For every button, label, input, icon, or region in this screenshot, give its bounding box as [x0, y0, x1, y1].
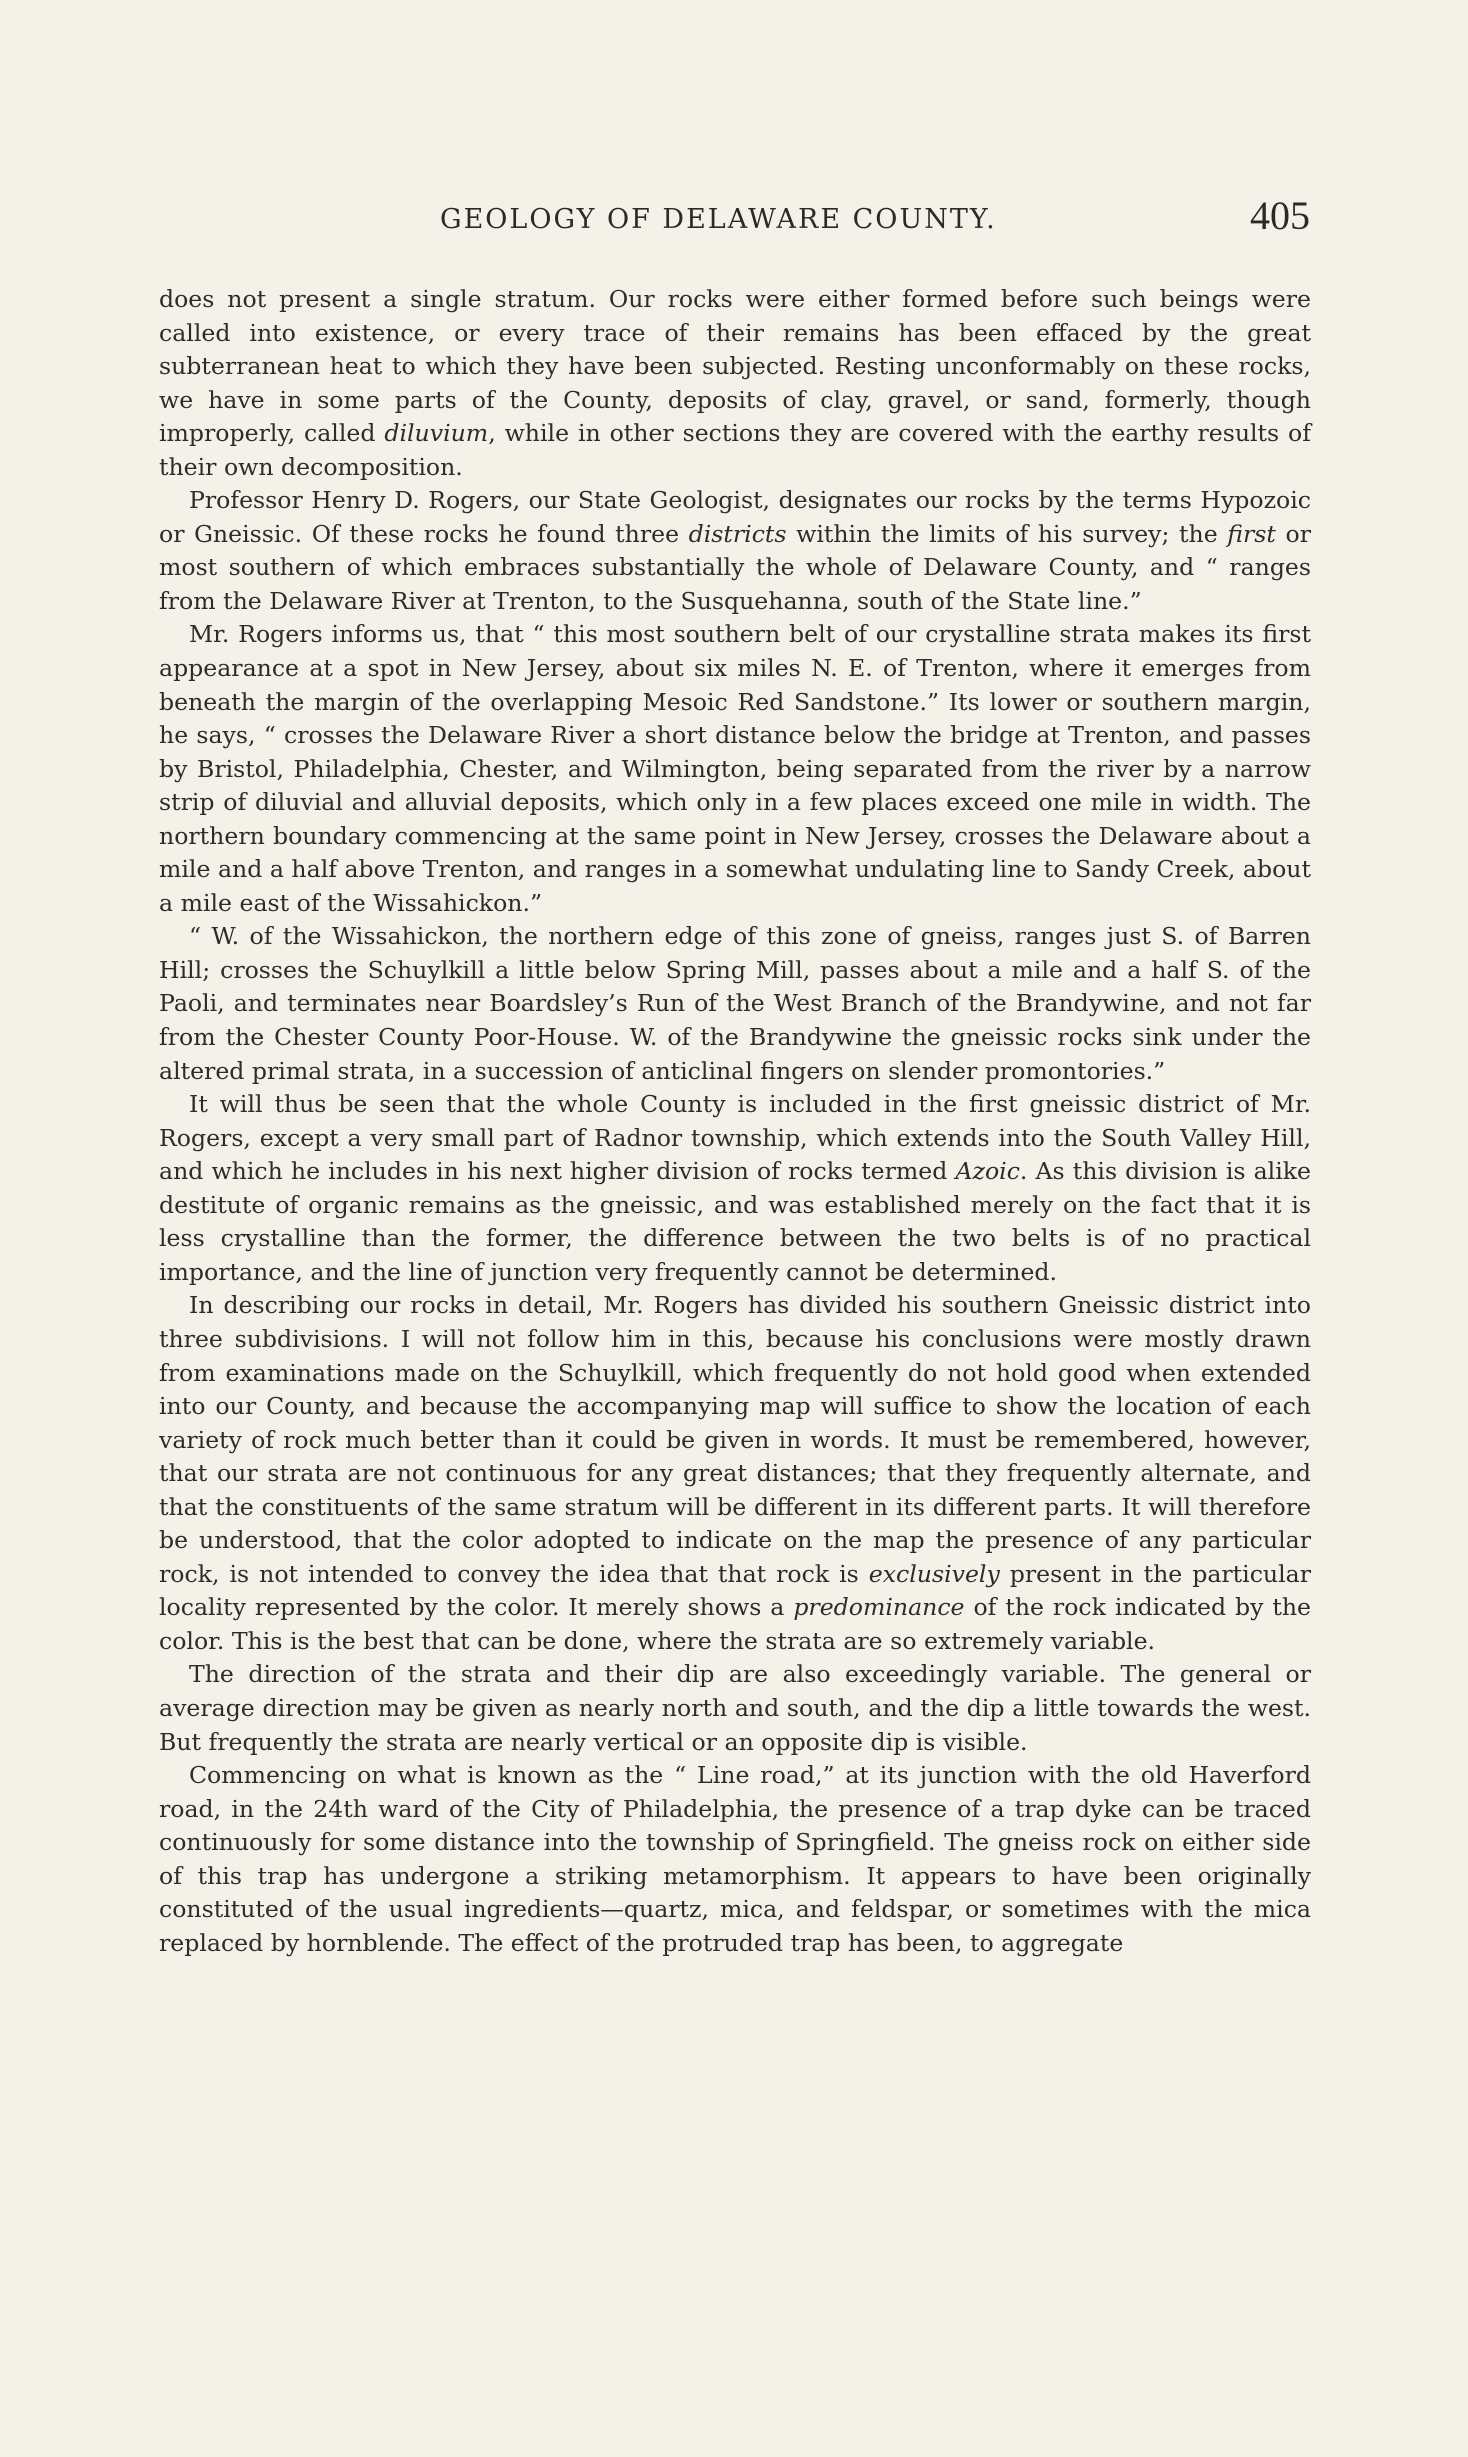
running-header	[158, 192, 1310, 242]
paragraph	[159, 618, 1311, 920]
paragraph-text: It will thus be seen that the whole County is included in the first gneissic district of Mr. Rogers, except a very small part of Radnor township, which extends into the South Valley Hill, and which he includes in his next higher division of rocks termed	[159, 1090, 1311, 1186]
paragraph-text: In describing our rocks in detail, Mr. Rogers has divided his southern Gneissic district into three subdivisions. I will not follow him in this, because his conclusions were mostly drawn from examinations made on the Schuylkill, which frequently do not hold good when extended into our County, and because the accompanying map will suffice to show the location of each variety of rock much better than it could be given in words. It must be remembered, however, that our strata are not continuous for any great distances; that they frequently alternate, and that the constituents of the same stratum will be different in its different parts. It will therefore be understood, that the color adopted to indicate on the map the presence of any particular rock, is not intended to convey the idea that that rock is	[159, 1291, 1311, 1588]
italic-text: predominance	[793, 1593, 965, 1622]
italic-text: diluvium	[384, 419, 489, 448]
body-text	[159, 283, 1311, 1960]
italic-text: Azoic	[955, 1157, 1020, 1186]
paragraph-text: within the limits of his survey; the	[786, 519, 1228, 548]
paragraph	[159, 484, 1311, 618]
page-number: 405	[1250, 193, 1310, 238]
paragraph-text: or most southern of which embraces substantially the whole of Delaware County, and “ ranges from the Delaware River at Trenton, to the Susquehanna, south of the State line.”	[159, 519, 1311, 615]
paragraph	[159, 1289, 1311, 1658]
italic-text: exclusively	[868, 1559, 1000, 1588]
paragraph-text: Mr. Rogers informs us, that “ this most southern belt of our crystalline strata makes its first appearance at a spot in New Jersey, about six miles N. E. of Trenton, where it emerges from beneath the margin of the overlapping Mesoic Red Sandstone.” Its lower or southern margin, he says, “ crosses the Delaware River a short distance below the bridge at Trenton, and passes by Bristol, Philadelphia, Chester, and Wilmington, being separated from the river by a narrow strip of diluvial and alluvial deposits, which only in a few places exceed one mile in width. The northern boundary commencing at the same point in New Jersey, crosses the Delaware about a mile and a half above Trenton, and ranges in a somewhat undulating line to Sandy Creek, about a mile east of the Wissahickon.”	[159, 620, 1311, 917]
italic-text: districts	[688, 519, 787, 548]
paragraph	[159, 1088, 1311, 1289]
paragraph-text: The direction of the strata and their dip are also exceedingly variable. The general or average direction may be given as nearly north and south, and the dip a little towards the west. But frequently the strata are nearly vertical or an opposite dip is visible.	[159, 1660, 1311, 1756]
paragraph-text: . As this division is alike destitute of organic remains as the gneissic, and was established merely on the fact that it is less crystalline than the former, the difference between the two belts is of no practical importance, and the line of junction very frequently cannot be determined.	[159, 1157, 1311, 1286]
paragraph-text: Professor Henry D. Rogers, our State Geologist, designates our rocks by the terms Hypozoic or Gneissic. Of these rocks he found three	[159, 486, 1311, 548]
paragraph-text: “ W. of the Wissahickon, the northern edge of this zone of gneiss, ranges just S. of Barren Hill; crosses the Schuylkill a little below Spring Mill, passes about a mile and a half S. of the Paoli, and terminates near Boardsley’s Run of the West Branch of the Brandywine, and not far from the Chester County Poor-House. W. of the Brandywine the gneissic rocks sink under the altered primal strata, in a succession of anticlinal fingers on slender promontories.”	[159, 922, 1311, 1085]
paragraph-text: Commencing on what is known as the “ Line road,” at its junction with the old Haverford road, in the 24th ward of the City of Philadelphia, the presence of a trap dyke can be traced continuously for some distance into the township of Springfield. The gneiss rock on either side of this trap has undergone a striking metamorphism. It appears to have been originally constituted of the usual ingredients—quartz, mica, and feldspar, or sometimes with the mica replaced by hornblende. The effect of the protruded trap has been, to aggregate	[159, 1761, 1311, 1957]
italic-text: first	[1227, 519, 1276, 548]
paragraph-text: present in the particular locality represented by the color. It merely shows a	[159, 1559, 1311, 1622]
paragraph	[159, 283, 1311, 484]
paragraph-text: of the rock indicated by the color. This is the best that can be done, where the strata are so extremely variable.	[159, 1593, 1312, 1655]
paragraph	[159, 1658, 1311, 1759]
paragraph	[159, 920, 1311, 1088]
paragraph-text: , while in other sections they are covered with the earthy results of their own decomposition.	[159, 419, 1311, 481]
paragraph-text: does not present a single stratum. Our rocks were either formed before such beings were called into existence, or every trace of their remains has been effaced by the great subterranean heat to which they have been subjected. Resting unconformably on these rocks, we have in some parts of the County, deposits of clay, gravel, or sand, formerly, though improperly, called	[159, 285, 1311, 448]
running-title: GEOLOGY OF DELAWARE COUNTY.	[440, 204, 997, 235]
paragraph	[159, 1759, 1311, 1960]
